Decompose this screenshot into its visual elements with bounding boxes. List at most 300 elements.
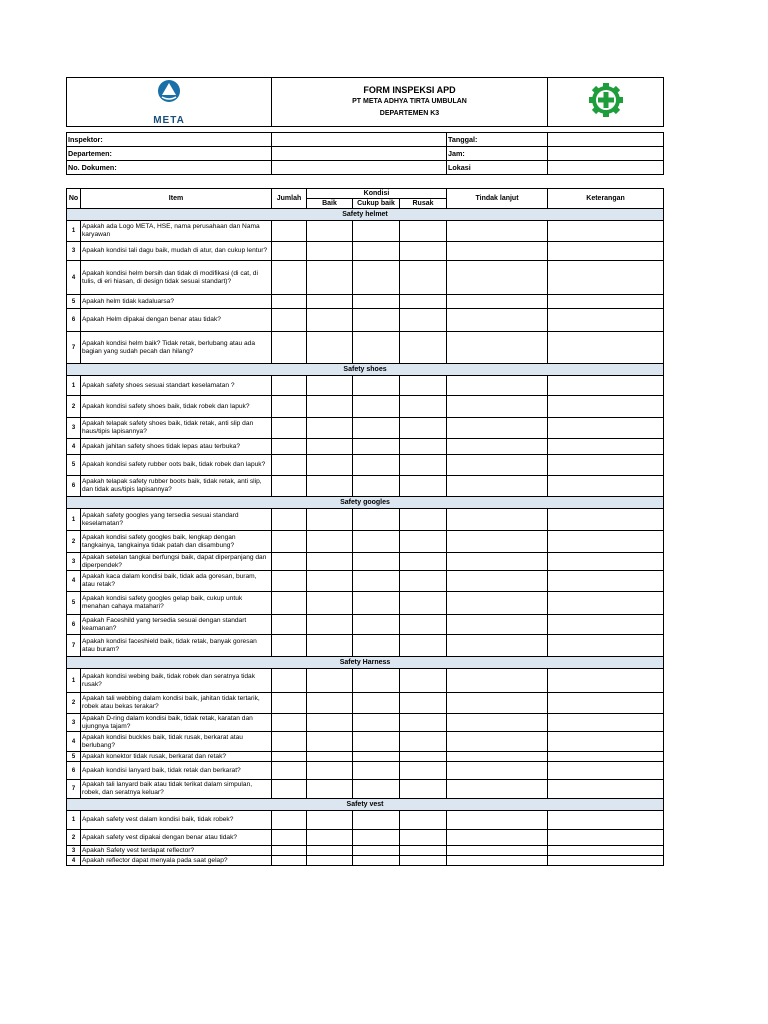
jumlah-cell[interactable]	[272, 615, 307, 635]
row-number: 3	[67, 553, 81, 571]
row-number: 6	[67, 476, 81, 497]
rusak-cell[interactable]	[400, 635, 447, 657]
cukup-baik-cell[interactable]	[353, 856, 400, 866]
jumlah-cell[interactable]	[272, 830, 307, 846]
row-item: Apakah safety shoes sesuai standart keselamatan ?	[81, 376, 272, 396]
cukup-baik-cell[interactable]	[353, 418, 400, 439]
rusak-cell[interactable]	[400, 553, 447, 571]
row-number: 6	[67, 615, 81, 635]
tindak-lanjut-cell[interactable]	[447, 669, 548, 693]
table-row	[67, 476, 664, 497]
col-item: Item	[81, 189, 272, 209]
jumlah-cell[interactable]	[272, 221, 307, 242]
rusak-cell[interactable]	[400, 509, 447, 531]
cukup-baik-cell[interactable]	[353, 332, 400, 364]
table-row	[67, 635, 664, 657]
row-item: Apakah kondisi tali dagu baik, mudah di atur, dan cukup lentur?	[81, 242, 272, 261]
baik-cell[interactable]	[307, 693, 353, 714]
row-item: Apakah kondisi faceshield baik, tidak retak, banyak goresan atau buram?	[81, 635, 272, 657]
table-row	[67, 531, 664, 553]
keterangan-cell[interactable]	[548, 856, 664, 866]
baik-cell[interactable]	[307, 592, 353, 615]
cukup-baik-cell[interactable]	[353, 261, 400, 295]
tindak-lanjut-cell[interactable]	[447, 714, 548, 732]
table-row	[67, 732, 664, 752]
keterangan-cell[interactable]	[548, 531, 664, 553]
baik-cell[interactable]	[307, 531, 353, 553]
rusak-cell[interactable]	[400, 732, 447, 752]
jumlah-cell[interactable]	[272, 780, 307, 799]
department-name: DEPARTEMEN K3	[379, 110, 440, 117]
table-row	[67, 762, 664, 780]
keterangan-cell[interactable]	[548, 615, 664, 635]
row-number: 5	[67, 592, 81, 615]
tindak-lanjut-cell[interactable]	[447, 732, 548, 752]
row-number: 6	[67, 762, 81, 780]
row-number: 5	[67, 455, 81, 476]
jumlah-cell[interactable]	[272, 439, 307, 455]
no-dokumen-field[interactable]	[272, 161, 447, 175]
jumlah-cell[interactable]	[272, 856, 307, 866]
section-title: Safety Harness	[67, 657, 664, 669]
tindak-lanjut-cell[interactable]	[447, 418, 548, 439]
rusak-cell[interactable]	[400, 309, 447, 332]
cukup-baik-cell[interactable]	[353, 846, 400, 856]
cukup-baik-cell[interactable]	[353, 476, 400, 497]
tanggal-label: Tanggal:	[447, 133, 548, 147]
table-row	[67, 669, 664, 693]
jumlah-cell[interactable]	[272, 476, 307, 497]
tindak-lanjut-cell[interactable]	[447, 693, 548, 714]
baik-cell[interactable]	[307, 635, 353, 657]
tindak-lanjut-cell[interactable]	[447, 615, 548, 635]
row-item: Apakah ada Logo META, HSE, nama perusahaan dan Nama karyawan	[81, 221, 272, 242]
row-number: 3	[67, 714, 81, 732]
baik-cell[interactable]	[307, 309, 353, 332]
baik-cell[interactable]	[307, 811, 353, 830]
keterangan-cell[interactable]	[548, 553, 664, 571]
row-number: 7	[67, 780, 81, 799]
jumlah-cell[interactable]	[272, 418, 307, 439]
row-item: Apakah kondisi helm baik? Tidak retak, berlubang atau ada bagian yang sudah pecah dan hilang?	[81, 332, 272, 364]
baik-cell[interactable]	[307, 509, 353, 531]
meta-logo-icon	[139, 78, 199, 114]
keterangan-cell[interactable]	[548, 295, 664, 309]
row-item: Apakah Helm dipakai dengan benar atau tidak?	[81, 309, 272, 332]
tindak-lanjut-cell[interactable]	[447, 553, 548, 571]
rusak-cell[interactable]	[400, 261, 447, 295]
cukup-baik-cell[interactable]	[353, 531, 400, 553]
tindak-lanjut-cell[interactable]	[447, 531, 548, 553]
tindak-lanjut-cell[interactable]	[447, 396, 548, 418]
keterangan-cell[interactable]	[548, 261, 664, 295]
keterangan-cell[interactable]	[548, 396, 664, 418]
tindak-lanjut-cell[interactable]	[447, 846, 548, 856]
jumlah-cell[interactable]	[272, 762, 307, 780]
row-item: Apakah telapak safety rubber boots baik, tidak retak, anti slip, dan tidak aus/tipis lapisannya?	[81, 476, 272, 497]
tindak-lanjut-cell[interactable]	[447, 830, 548, 846]
keterangan-cell[interactable]	[548, 693, 664, 714]
baik-cell[interactable]	[307, 418, 353, 439]
jumlah-cell[interactable]	[272, 592, 307, 615]
baik-cell[interactable]	[307, 261, 353, 295]
baik-cell[interactable]	[307, 780, 353, 799]
tindak-lanjut-cell[interactable]	[447, 295, 548, 309]
rusak-cell[interactable]	[400, 830, 447, 846]
cukup-baik-cell[interactable]	[353, 571, 400, 592]
table-row	[67, 830, 664, 846]
tindak-lanjut-cell[interactable]	[447, 780, 548, 799]
jumlah-cell[interactable]	[272, 669, 307, 693]
no-dokumen-label: No. Dokumen:	[67, 161, 272, 175]
baik-cell[interactable]	[307, 376, 353, 396]
rusak-cell[interactable]	[400, 531, 447, 553]
cukup-baik-cell[interactable]	[353, 762, 400, 780]
rusak-cell[interactable]	[400, 332, 447, 364]
tindak-lanjut-cell[interactable]	[447, 571, 548, 592]
inspektor-field[interactable]	[272, 133, 447, 147]
cukup-baik-cell[interactable]	[353, 242, 400, 261]
rusak-cell[interactable]	[400, 455, 447, 476]
rusak-cell[interactable]	[400, 476, 447, 497]
keterangan-cell[interactable]	[548, 846, 664, 856]
row-number: 2	[67, 693, 81, 714]
rusak-cell[interactable]	[400, 811, 447, 830]
jumlah-cell[interactable]	[272, 752, 307, 762]
baik-cell[interactable]	[307, 732, 353, 752]
baik-cell[interactable]	[307, 752, 353, 762]
row-item: Apakah safety vest dalam kondisi baik, tidak robek?	[81, 811, 272, 830]
table-row	[67, 376, 664, 396]
jumlah-cell[interactable]	[272, 732, 307, 752]
baik-cell[interactable]	[307, 553, 353, 571]
table-row	[67, 332, 664, 364]
cukup-baik-cell[interactable]	[353, 439, 400, 455]
baik-cell[interactable]	[307, 455, 353, 476]
cukup-baik-cell[interactable]	[353, 553, 400, 571]
cukup-baik-cell[interactable]	[353, 669, 400, 693]
tindak-lanjut-cell[interactable]	[447, 811, 548, 830]
baik-cell[interactable]	[307, 669, 353, 693]
keterangan-cell[interactable]	[548, 635, 664, 657]
keterangan-cell[interactable]	[548, 476, 664, 497]
tindak-lanjut-cell[interactable]	[447, 635, 548, 657]
keterangan-cell[interactable]	[548, 762, 664, 780]
tindak-lanjut-cell[interactable]	[447, 476, 548, 497]
row-item: Apakah jahitan safety shoes tidak lepas atau terbuka?	[81, 439, 272, 455]
cukup-baik-cell[interactable]	[353, 811, 400, 830]
cukup-baik-cell[interactable]	[353, 714, 400, 732]
form-title: FORM INSPEKSI APD	[363, 85, 456, 95]
row-item: Apakah konektor tidak rusak, berkarat dan retak?	[81, 752, 272, 762]
table-row	[67, 752, 664, 762]
row-item: Apakah safety vest dipakai dengan benar atau tidak?	[81, 830, 272, 846]
baik-cell[interactable]	[307, 295, 353, 309]
row-number: 4	[67, 571, 81, 592]
keterangan-cell[interactable]	[548, 752, 664, 762]
jumlah-cell[interactable]	[272, 571, 307, 592]
rusak-cell[interactable]	[400, 439, 447, 455]
table-row	[67, 693, 664, 714]
tindak-lanjut-cell[interactable]	[447, 762, 548, 780]
row-item: Apakah helm tidak kadaluarsa?	[81, 295, 272, 309]
baik-cell[interactable]	[307, 396, 353, 418]
tanggal-field[interactable]	[548, 133, 664, 147]
row-number: 1	[67, 669, 81, 693]
baik-cell[interactable]	[307, 242, 353, 261]
row-number: 1	[67, 221, 81, 242]
rusak-cell[interactable]	[400, 376, 447, 396]
row-number: 4	[67, 261, 81, 295]
tindak-lanjut-cell[interactable]	[447, 376, 548, 396]
section-row	[67, 364, 664, 376]
section-row	[67, 497, 664, 509]
tindak-lanjut-cell[interactable]	[447, 856, 548, 866]
row-number: 7	[67, 332, 81, 364]
row-number: 2	[67, 531, 81, 553]
keterangan-cell[interactable]	[548, 732, 664, 752]
cukup-baik-cell[interactable]	[353, 309, 400, 332]
baik-cell[interactable]	[307, 762, 353, 780]
row-number: 5	[67, 295, 81, 309]
jumlah-cell[interactable]	[272, 455, 307, 476]
cukup-baik-cell[interactable]	[353, 732, 400, 752]
table-row	[67, 856, 664, 866]
jumlah-cell[interactable]	[272, 396, 307, 418]
rusak-cell[interactable]	[400, 714, 447, 732]
keterangan-cell[interactable]	[548, 332, 664, 364]
keterangan-cell[interactable]	[548, 669, 664, 693]
tindak-lanjut-cell[interactable]	[447, 509, 548, 531]
cukup-baik-cell[interactable]	[353, 455, 400, 476]
lokasi-label: Lokasi	[447, 161, 548, 175]
cukup-baik-cell[interactable]	[353, 830, 400, 846]
table-row	[67, 418, 664, 439]
jumlah-cell[interactable]	[272, 553, 307, 571]
rusak-cell[interactable]	[400, 242, 447, 261]
baik-cell[interactable]	[307, 846, 353, 856]
row-number: 5	[67, 752, 81, 762]
keterangan-cell[interactable]	[548, 376, 664, 396]
rusak-cell[interactable]	[400, 693, 447, 714]
keterangan-cell[interactable]	[548, 571, 664, 592]
cukup-baik-cell[interactable]	[353, 376, 400, 396]
jumlah-cell[interactable]	[272, 693, 307, 714]
jumlah-cell[interactable]	[272, 531, 307, 553]
table-row	[67, 615, 664, 635]
rusak-cell[interactable]	[400, 396, 447, 418]
row-item: Apakah safety googles yang tersedia sesuai standard keselamatan?	[81, 509, 272, 531]
baik-cell[interactable]	[307, 830, 353, 846]
keterangan-cell[interactable]	[548, 780, 664, 799]
row-number: 3	[67, 846, 81, 856]
jumlah-cell[interactable]	[272, 295, 307, 309]
tindak-lanjut-cell[interactable]	[447, 261, 548, 295]
table-row	[67, 261, 664, 295]
row-item: Apakah reflector dapat menyala pada saat gelap?	[81, 856, 272, 866]
tindak-lanjut-cell[interactable]	[447, 592, 548, 615]
section-title: Safety vest	[67, 799, 664, 811]
inspektor-label: Inspektor:	[67, 133, 272, 147]
checklist-body	[67, 209, 664, 866]
tindak-lanjut-cell[interactable]	[447, 221, 548, 242]
row-number: 1	[67, 811, 81, 830]
baik-cell[interactable]	[307, 856, 353, 866]
rusak-cell[interactable]	[400, 615, 447, 635]
row-item: Apakah D-ring dalam kondisi baik, tidak retak, karatan dan ujungnya tajam?	[81, 714, 272, 732]
title-cell	[272, 78, 548, 127]
baik-cell[interactable]	[307, 221, 353, 242]
keterangan-cell[interactable]	[548, 242, 664, 261]
keterangan-cell[interactable]	[548, 830, 664, 846]
cukup-baik-cell[interactable]	[353, 295, 400, 309]
jumlah-cell[interactable]	[272, 714, 307, 732]
table-row	[67, 811, 664, 830]
keterangan-cell[interactable]	[548, 509, 664, 531]
tindak-lanjut-cell[interactable]	[447, 332, 548, 364]
table-row	[67, 309, 664, 332]
table-row	[67, 396, 664, 418]
row-item: Apakah kondisi safety rubber oots baik, tidak robek dan lapuk?	[81, 455, 272, 476]
rusak-cell[interactable]	[400, 418, 447, 439]
table-row	[67, 295, 664, 309]
lokasi-field[interactable]	[548, 161, 664, 175]
jumlah-cell[interactable]	[272, 242, 307, 261]
keterangan-cell[interactable]	[548, 309, 664, 332]
k3-cross-gear-icon	[586, 83, 626, 117]
baik-cell[interactable]	[307, 476, 353, 497]
table-row	[67, 242, 664, 261]
row-number: 3	[67, 418, 81, 439]
cukup-baik-cell[interactable]	[353, 592, 400, 615]
row-item: Apakah kondisi webing baik, tidak robek dan seratnya tidak rusak?	[81, 669, 272, 693]
inspection-info	[66, 132, 664, 175]
row-number: 6	[67, 309, 81, 332]
table-row	[67, 571, 664, 592]
company-logo-cell	[67, 78, 272, 127]
table-row	[67, 780, 664, 799]
company-name: PT META ADHYA TIRTA UMBULAN	[352, 98, 467, 105]
rusak-cell[interactable]	[400, 752, 447, 762]
form-header	[66, 77, 664, 127]
cukup-baik-cell[interactable]	[353, 221, 400, 242]
row-item: Apakah kondisi lanyard baik, tidak retak dan berkarat?	[81, 762, 272, 780]
cukup-baik-cell[interactable]	[353, 693, 400, 714]
row-item: Apakah kondisi safety googles gelap baik, cukup untuk menahan cahaya matahari?	[81, 592, 272, 615]
row-number: 4	[67, 439, 81, 455]
jumlah-cell[interactable]	[272, 811, 307, 830]
section-row	[67, 209, 664, 221]
row-number: 4	[67, 856, 81, 866]
section-title: Safety helmet	[67, 209, 664, 221]
row-item: Apakah Faceshild yang tersedia sesuai dengan standart keamanan?	[81, 615, 272, 635]
col-jumlah: Jumlah	[272, 189, 307, 209]
rusak-cell[interactable]	[400, 571, 447, 592]
cukup-baik-cell[interactable]	[353, 635, 400, 657]
departemen-field[interactable]	[272, 147, 447, 161]
row-item: Apakah kaca dalam kondisi baik, tidak ada goresan, buram, atau retak?	[81, 571, 272, 592]
baik-cell[interactable]	[307, 714, 353, 732]
keterangan-cell[interactable]	[548, 221, 664, 242]
jumlah-cell[interactable]	[272, 376, 307, 396]
baik-cell[interactable]	[307, 571, 353, 592]
table-row	[67, 714, 664, 732]
row-item: Apakah kondisi helm bersih dan tidak di modifikasi (di cat, di tulis, di eri hiasan, di design tidak sesuai standart)?	[81, 261, 272, 295]
departemen-label: Departemen:	[67, 147, 272, 161]
col-keterangan: Keterangan	[548, 189, 664, 209]
rusak-cell[interactable]	[400, 295, 447, 309]
col-baik: Baik	[307, 199, 353, 209]
tindak-lanjut-cell[interactable]	[447, 309, 548, 332]
cukup-baik-cell[interactable]	[353, 752, 400, 762]
table-row	[67, 221, 664, 242]
keterangan-cell[interactable]	[548, 439, 664, 455]
keterangan-cell[interactable]	[548, 592, 664, 615]
jumlah-cell[interactable]	[272, 332, 307, 364]
row-item: Apakah kondisi buckles baik, tidak rusak, berkarat atau berlubang?	[81, 732, 272, 752]
checklist-table	[66, 188, 664, 866]
tindak-lanjut-cell[interactable]	[447, 455, 548, 476]
section-row	[67, 799, 664, 811]
jumlah-cell[interactable]	[272, 509, 307, 531]
row-number: 1	[67, 376, 81, 396]
tindak-lanjut-cell[interactable]	[447, 242, 548, 261]
col-tindak-lanjut: Tindak lanjut	[447, 189, 548, 209]
jumlah-cell[interactable]	[272, 635, 307, 657]
table-row	[67, 553, 664, 571]
row-number: 1	[67, 509, 81, 531]
baik-cell[interactable]	[307, 615, 353, 635]
rusak-cell[interactable]	[400, 221, 447, 242]
row-item: Apakah setelan tangkai berfungsi baik, dapat diperpanjang dan diperpendek?	[81, 553, 272, 571]
keterangan-cell[interactable]	[548, 455, 664, 476]
jumlah-cell[interactable]	[272, 846, 307, 856]
table-row	[67, 439, 664, 455]
row-number: 4	[67, 732, 81, 752]
col-rusak: Rusak	[400, 199, 447, 209]
col-kondisi: Kondisi	[307, 189, 447, 199]
tindak-lanjut-cell[interactable]	[447, 752, 548, 762]
rusak-cell[interactable]	[400, 780, 447, 799]
jam-field[interactable]	[548, 147, 664, 161]
rusak-cell[interactable]	[400, 846, 447, 856]
row-item: Apakah telapak safety shoes baik, tidak retak, anti slip dan haus/tipis lapisannya?	[81, 418, 272, 439]
keterangan-cell[interactable]	[548, 811, 664, 830]
row-number: 2	[67, 830, 81, 846]
cukup-baik-cell[interactable]	[353, 780, 400, 799]
rusak-cell[interactable]	[400, 856, 447, 866]
col-no: No	[67, 189, 81, 209]
jumlah-cell[interactable]	[272, 261, 307, 295]
cukup-baik-cell[interactable]	[353, 509, 400, 531]
baik-cell[interactable]	[307, 332, 353, 364]
cukup-baik-cell[interactable]	[353, 396, 400, 418]
section-title: Safety googles	[67, 497, 664, 509]
row-item: Apakah kondisi safety shoes baik, tidak robek dan lapuk?	[81, 396, 272, 418]
keterangan-cell[interactable]	[548, 714, 664, 732]
rusak-cell[interactable]	[400, 762, 447, 780]
row-item: Apakah Safety vest terdapat reflector?	[81, 846, 272, 856]
tindak-lanjut-cell[interactable]	[447, 439, 548, 455]
keterangan-cell[interactable]	[548, 418, 664, 439]
rusak-cell[interactable]	[400, 592, 447, 615]
logo-text: META	[153, 115, 185, 126]
row-number: 2	[67, 396, 81, 418]
rusak-cell[interactable]	[400, 669, 447, 693]
cukup-baik-cell[interactable]	[353, 615, 400, 635]
baik-cell[interactable]	[307, 439, 353, 455]
jumlah-cell[interactable]	[272, 309, 307, 332]
